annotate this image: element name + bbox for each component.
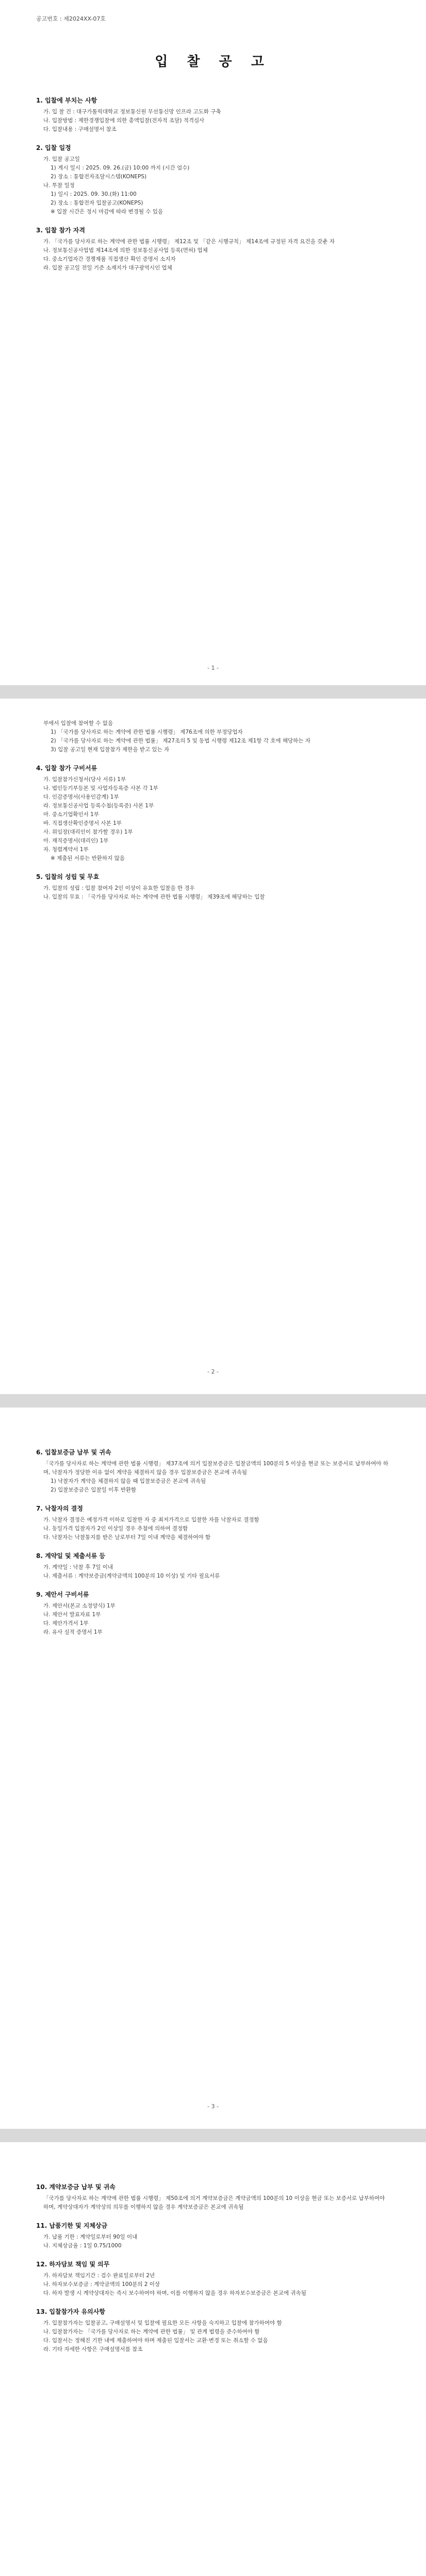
section	[36, 96, 390, 134]
text-line: 나. 법인등기부등본 및 사업자등록증 사본 각 1부	[43, 785, 158, 791]
page-2-lines	[36, 719, 390, 754]
text-line: 부에서 입찰에 참여할 수 없음	[43, 720, 113, 726]
text-line: 다. 입찰내용 : 구매설명서 참조	[43, 126, 117, 132]
text-line: 사. 위임장(대리인이 참가할 경우) 1부	[43, 829, 133, 835]
section-heading: 9. 제안서 구비서류	[36, 1591, 89, 1598]
section-heading: 10. 계약보증금 납부 및 귀속	[36, 2183, 116, 2191]
document-number: 공고번호 : 제2024XX-07호	[36, 15, 106, 22]
text-line: 나. 입찰방법 : 제한경쟁입찰에 의한 총액입찰(전자적 조달) 적격심사	[43, 117, 205, 124]
section	[36, 872, 390, 902]
page-3-sections	[36, 1448, 390, 1637]
text-line: 2) 「국가를 당사자로 하는 계약에 관한 법률」 제27조의 5 및 동법 시행령 제12조 제1항 각 호에 해당하는 자	[51, 738, 310, 744]
section-heading: 7. 낙찰자의 결정	[36, 1505, 83, 1512]
text-line: 나. 제안서 발표자료 1부	[43, 1612, 101, 1618]
text-line: 3) 입찰 공고일 현재 입찰참가 제한을 받고 있는 자	[51, 747, 170, 753]
text-line: 다. 낙찰자는 낙찰통지를 받은 날로부터 7일 이내 계약을 체결하여야 함	[43, 1534, 211, 1540]
section-heading: 13. 입찰참가자 유의사항	[36, 2308, 105, 2315]
page-separator	[0, 685, 426, 699]
section	[36, 1448, 390, 1495]
text-line: 나. 입찰참가자는 「국가를 당사자로 하는 계약에 관한 법률」 및 관계 법령을 준수하여야 함	[43, 2329, 260, 2335]
text-line: 라. 유사 실적 증명서 1부	[43, 1629, 103, 1635]
page-1-sections	[36, 96, 390, 273]
page-number: - 2 -	[207, 1368, 219, 1375]
section	[36, 226, 390, 273]
section-heading: 8. 계약일 및 제출서류 등	[36, 1552, 105, 1560]
text-line: 가. 입 찰 건 : 대구가톨릭대학교 정보통신원 무선통신망 인프라 고도화 구축	[43, 109, 221, 115]
text-line: 2) 입찰보증금은 입찰일 이후 반환함	[51, 1487, 137, 1493]
text-line: 가. 「국가를 당사자로 하는 계약에 관한 법률 시행령」 제12조 및 「같은 시행규칙」 제14조에 규정된 자격 요건을 갖춘 자	[43, 239, 335, 245]
text-line: 다. 중소기업자간 경쟁제품 직접생산 확인 증명서 소지자	[43, 256, 176, 262]
document-title: 입 찰 공 고	[155, 54, 271, 70]
page-1	[0, 0, 426, 685]
text-line: 나. 지체상금율 : 1일 0.75/1000	[43, 2243, 122, 2249]
section-heading: 2. 입찰 일정	[36, 144, 71, 151]
text-line: 가. 입찰의 성립 : 입찰 참여자 2인 이상이 유효한 입찰을 한 경우	[43, 885, 195, 891]
text-line: 다. 인감증명서(사용인감계) 1부	[43, 794, 119, 800]
section-heading: 11. 납품기한 및 지체상금	[36, 2222, 108, 2229]
text-line: 나. 투찰 일정	[43, 182, 75, 189]
section-heading: 1. 입찰에 부치는 사항	[36, 97, 97, 104]
page-4-sections	[36, 2182, 390, 2354]
text-line: 다. 입찰서는 정해진 기한 내에 제출하여야 하며 제출된 입찰서는 교환·변경 또는 취소할 수 없음	[43, 2337, 268, 2344]
text-line: 가. 하자담보 책임기간 : 검수 완료일로부터 2년	[43, 2273, 155, 2279]
text-line: 자. 청렴계약서 1부	[43, 846, 89, 853]
text-line: 가. 계약일 : 낙찰 후 7일 이내	[43, 1564, 113, 1570]
text-line: 라. 정보통신공사업 등록수첩(등록증) 사본 1부	[43, 803, 154, 809]
text-line: 1) 「국가를 당사자로 하는 계약에 관한 법률 시행령」 제76조에 의한 부정당업자	[51, 729, 243, 735]
page-number: - 3 -	[207, 2103, 219, 2110]
section-heading: 6. 입찰보증금 납부 및 귀속	[36, 1449, 111, 1456]
page-number: - 1 -	[207, 665, 219, 671]
text-line: 2) 장소 : 통합전자 입찰공고(KONEPS)	[51, 200, 143, 206]
text-line: ※ 입찰 시간은 정시 마감에 따라 변경될 수 있음	[51, 209, 163, 215]
text-line: 가. 입찰참가자는 입찰공고, 구매설명서 및 입찰에 필요한 모든 사항을 숙지하고 입찰에 참가하여야 함	[43, 2320, 282, 2326]
text-line: 1) 낙찰자가 계약을 체결하지 않을 때 입찰보증금은 본교에 귀속됨	[51, 1478, 206, 1484]
section	[36, 2221, 390, 2250]
text-line: 「국가를 당사자로 하는 계약에 관한 법률 시행령」 제50조에 의거 계약보증금은 계약금액의 100분의 10 이상을 현금 또는 보증서로 납부하여야 하며, 계약상대자가 계약상의 의무를 이행하지 않을 경우 계약보증금은 본교에 귀속됨	[43, 2195, 385, 2210]
text-line: 1) 일시 : 2025. 09. 30.(화) 11:00	[51, 191, 137, 197]
section-heading: 3. 입찰 참가 자격	[36, 227, 85, 234]
section	[36, 1504, 390, 1542]
text-line: 나. 제출서류 : 계약보증금(계약금액의 100분의 10 이상) 및 기타 필요서류	[43, 1573, 220, 1579]
text-line: 다. 제안가격서 1부	[43, 1620, 89, 1626]
text-line: 마. 중소기업확인서 1부	[43, 811, 99, 818]
text-line: 나. 동일가격 입찰자가 2인 이상일 경우 추첨에 의하여 결정함	[43, 1526, 188, 1532]
text-line: ※ 제출된 서류는 반환하지 않음	[51, 855, 125, 861]
text-line: 다. 하자 발생 시 계약상대자는 즉시 보수하여야 하며, 이를 이행하지 않을 경우 하자보수보증금은 본교에 귀속됨	[43, 2290, 306, 2296]
text-line: 가. 입찰참가신청서(당사 서류) 1부	[43, 776, 126, 783]
text-line: 가. 납품 기한 : 계약일로부터 90일 이내	[43, 2234, 138, 2240]
text-line: 「국가를 당사자로 하는 계약에 관한 법률 시행령」 제37조에 의거 입찰보증금은 입찰금액의 100분의 5 이상을 현금 또는 보증서로 납부하여야 하며, 낙찰자가 정당한 이유 없이 계약을 체결하지 않을 경우 입찰보증금은 본교에 귀속됨	[43, 1461, 388, 1476]
text-line: 라. 입찰 공고일 전일 기준 소재지가 대구광역시인 업체	[43, 265, 172, 271]
text-line: 1) 게시 일시 : 2025. 09. 26.(금) 10:00 까지 (시간 엄수)	[51, 165, 190, 171]
section	[36, 1551, 390, 1581]
text-line: 2) 장소 : 통합전자조달시스템(KONEPS)	[51, 174, 147, 180]
text-line: 바. 직접생산확인증명서 사본 1부	[43, 820, 122, 826]
text-line: 나. 정보통신공사업법 제14조에 의한 정보통신공사업 등록(면허) 업체	[43, 247, 208, 253]
page-separator	[0, 2129, 426, 2142]
section-heading: 5. 입찰의 성립 및 무효	[36, 873, 100, 880]
page-4	[0, 2142, 426, 2576]
text-line: 나. 입찰의 무효 : 「국가를 당사자로 하는 계약에 관한 법률 시행령」 제39조에 해당하는 입찰	[43, 894, 265, 900]
section	[36, 143, 390, 216]
text-line: 아. 재직증명서(대리인) 1부	[43, 838, 109, 844]
text-line: 가. 제안서(본교 소정양식) 1부	[43, 1603, 116, 1609]
section	[36, 2307, 390, 2354]
section	[36, 2182, 390, 2212]
section	[36, 2260, 390, 2298]
text-line: 가. 낙찰자 결정은 예정가격 이하로 입찰한 자 중 최저가격으로 입찰한 자를 낙찰자로 결정함	[43, 1517, 259, 1523]
page-2	[0, 699, 426, 1394]
text-line: 라. 기타 자세한 사항은 구매설명서를 참조	[43, 2346, 143, 2352]
text-line: 나. 하자보수보증금 : 계약금액의 100분의 2 이상	[43, 2281, 160, 2287]
page-3	[0, 1408, 426, 2129]
section	[36, 1590, 390, 1637]
section	[36, 764, 390, 863]
page-2-sections	[36, 764, 390, 902]
text-line: 가. 입찰 공고일	[43, 156, 80, 162]
section-heading: 12. 하자담보 책임 및 의무	[36, 2261, 110, 2268]
section-heading: 4. 입찰 참가 구비서류	[36, 765, 97, 772]
page-separator	[0, 1394, 426, 1408]
